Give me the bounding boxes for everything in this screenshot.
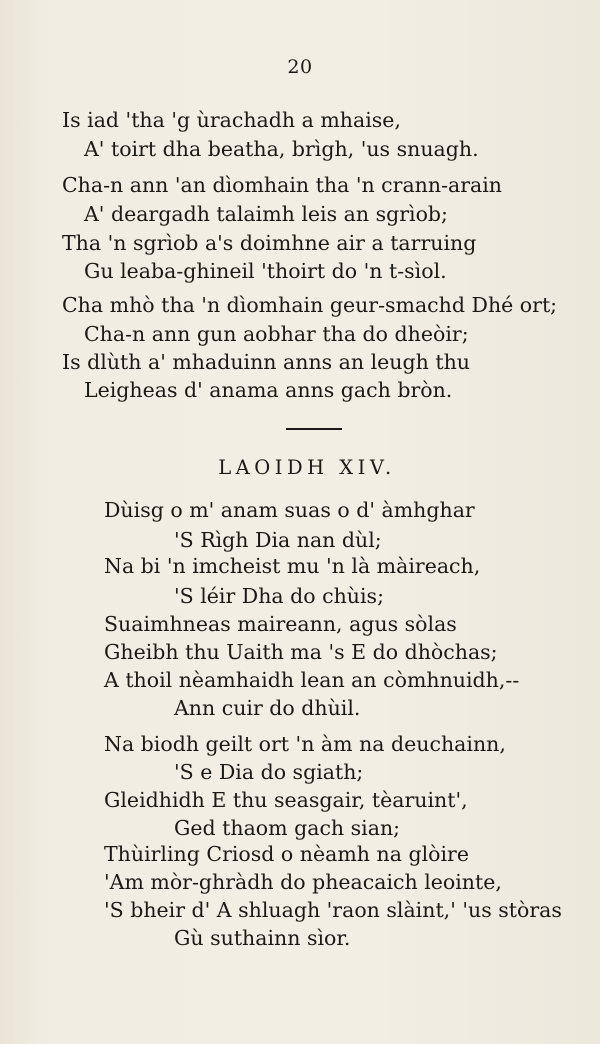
verse-line: Is iad 'tha 'g ùrachadh a mhaise,: [62, 108, 401, 132]
verse-line: A' deargadh talaimh leis an sgrìob;: [84, 202, 448, 226]
verse-line: Ged thaom gach sian;: [174, 816, 401, 840]
verse-line: Tha 'n sgrìob a's doimhne air a tarruing: [62, 231, 477, 255]
verse-line: Gu leaba-ghineil 'thoirt do 'n t-sìol.: [84, 259, 447, 283]
verse-line: A' toirt dha beatha, brìgh, 'us snuagh.: [84, 137, 479, 161]
verse-line: Gù suthainn sìor.: [174, 926, 351, 950]
verse-line: 'S e Dia do sgiath;: [174, 760, 364, 784]
verse-line: Cha-n ann 'an dìomhain tha 'n crann-arain: [62, 173, 503, 197]
verse-line: 'Am mòr-ghràdh do pheacaich leointe,: [104, 870, 502, 894]
verse-line: Leigheas d' anama anns gach bròn.: [84, 378, 453, 402]
verse-line: Dùisg o m' anam suas o d' àmhghar: [104, 498, 475, 522]
verse-line: Cha-n ann gun aobhar tha do dheòir;: [84, 322, 469, 346]
verse-line: Suaimhneas maireann, agus sòlas: [104, 612, 457, 636]
verse-line: A thoil nèamhaidh lean an còmhnuidh,--: [104, 668, 520, 692]
section-divider: [286, 428, 342, 430]
verse-line: Na bi 'n imcheist mu 'n là màireach,: [104, 554, 481, 578]
verse-line: Na biodh geilt ort 'n àm na deuchainn,: [104, 732, 506, 756]
verse-line: Thùirling Criosd o nèamh na glòire: [104, 842, 469, 866]
verse-line: 'S léir Dha do chùis;: [174, 584, 384, 608]
verse-line: 'S bheir d' A shluagh 'raon slàint,' 'us stòras: [104, 898, 562, 922]
verse-line: Cha mhò tha 'n dìomhain geur-smachd Dhé ort;: [62, 293, 558, 317]
verse-line: 'S Rìgh Dia nan dùl;: [174, 528, 382, 552]
verse-line: Gheibh thu Uaith ma 's E do dhòchas;: [104, 640, 498, 664]
hymn-title: LAOIDH XIV.: [218, 456, 396, 479]
page-number: 20: [287, 56, 313, 78]
verse-line: Gleidhidh E thu seasgair, tèaruint',: [104, 788, 468, 812]
verse-line: Is dlùth a' mhaduinn anns an leugh thu: [62, 350, 470, 374]
verse-line: Ann cuir do dhùil.: [174, 696, 361, 720]
